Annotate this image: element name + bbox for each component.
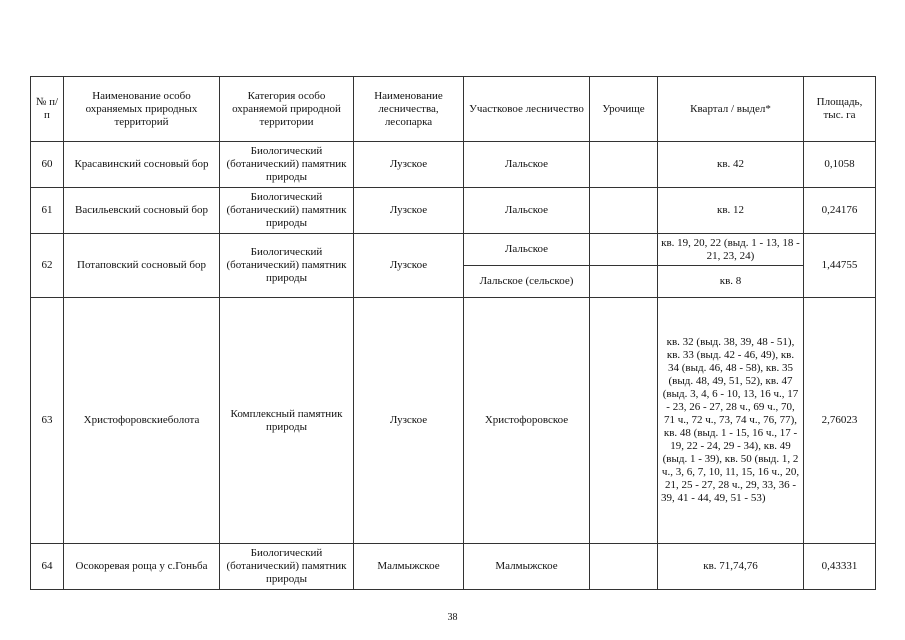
header-name: Наименование особо охраняемых природных территорий (64, 77, 220, 142)
forestry-name: Малмыжское (354, 544, 464, 590)
area-category: Биологический (ботанический) памятник природы (220, 142, 354, 188)
table-row (31, 142, 876, 188)
quarter: кв. 12 (658, 188, 804, 234)
row-number: 62 (31, 234, 64, 298)
page-number: 38 (447, 612, 458, 623)
quarter: кв. 19, 20, 22 (выд. 1 - 13, 18 - 21, 23, 24) (658, 234, 804, 266)
tract (590, 188, 658, 234)
header-quarter: Квартал / выдел* (658, 77, 804, 142)
header-forestry: Наименование лесничества, лесопарка (354, 77, 464, 142)
header-area: Площадь, тыс. га (804, 77, 876, 142)
quarter: кв. 42 (658, 142, 804, 188)
quarter: кв. 32 (выд. 38, 39, 48 - 51), кв. 33 (выд. 42 - 46, 49), кв. 34 (выд. 46, 48 - 58), кв. 35 (выд. 48, 49, 51, 52), кв. 47 (выд. 3, 4, 6 - 10, 13, 16 ч., 17 - 23, 26 - 27, 28 ч., 69 ч., 70, 71 ч., 72 ч., 73, 74 ч., 76, 77), кв. 48 (выд. 1 - 15, 16 ч., 17 - 19, 22 - 24, 29 - 34), кв. 49 (выд. 1 - 39), кв. 50 (выд. 1, 2 ч., 3, 6, 7, 10, 11, 15, 16 ч., 20, 21, 25 - 27, 28 ч., 29, 33, 36 - 39, 41 - 44, 49, 51 - 53) (658, 298, 804, 544)
area-value: 0,43331 (804, 544, 876, 590)
row-number: 63 (31, 298, 64, 544)
tract (590, 544, 658, 590)
tract (590, 266, 658, 298)
area-value: 2,76023 (804, 298, 876, 544)
area-name: Осокоревая роща у с.Гоньба (64, 544, 220, 590)
forestry-name: Лузское (354, 234, 464, 298)
row-number: 64 (31, 544, 64, 590)
area-category: Биологический (ботанический) памятник природы (220, 188, 354, 234)
forestry-name: Лузское (354, 142, 464, 188)
area-name: Васильевский сосновый бор (64, 188, 220, 234)
area-category: Комплексный памятник природы (220, 298, 354, 544)
district-forestry: Малмыжское (464, 544, 590, 590)
area-name: Христофоровскиеболота (64, 298, 220, 544)
area-value: 1,44755 (804, 234, 876, 298)
tract (590, 234, 658, 266)
quarter: кв. 71,74,76 (658, 544, 804, 590)
header-number: № п/п (31, 77, 64, 142)
area-name: Красавинский сосновый бор (64, 142, 220, 188)
header-tract: Урочище (590, 77, 658, 142)
quarter: кв. 8 (658, 266, 804, 298)
area-category: Биологический (ботанический) памятник природы (220, 544, 354, 590)
row-number: 61 (31, 188, 64, 234)
header-district-forestry: Участковое лесничество (464, 77, 590, 142)
table-row (31, 544, 876, 590)
table-header-row (31, 77, 876, 142)
forestry-name: Лузское (354, 188, 464, 234)
table-row (31, 298, 876, 544)
area-value: 0,1058 (804, 142, 876, 188)
district-forestry: Христофоровское (464, 298, 590, 544)
area-value: 0,24176 (804, 188, 876, 234)
district-forestry: Лальское (464, 234, 590, 266)
table-row (31, 188, 876, 234)
tract (590, 298, 658, 544)
tract (590, 142, 658, 188)
row-number: 60 (31, 142, 64, 188)
district-forestry: Лальское (464, 142, 590, 188)
district-forestry: Лальское (сельское) (464, 266, 590, 298)
area-name: Потаповский сосновый бор (64, 234, 220, 298)
header-category: Категория особо охраняемой природной территории (220, 77, 354, 142)
area-category: Биологический (ботанический) памятник природы (220, 234, 354, 298)
protected-areas-table (30, 76, 876, 590)
forestry-name: Лузское (354, 298, 464, 544)
district-forestry: Лальское (464, 188, 590, 234)
table-row (31, 234, 876, 266)
